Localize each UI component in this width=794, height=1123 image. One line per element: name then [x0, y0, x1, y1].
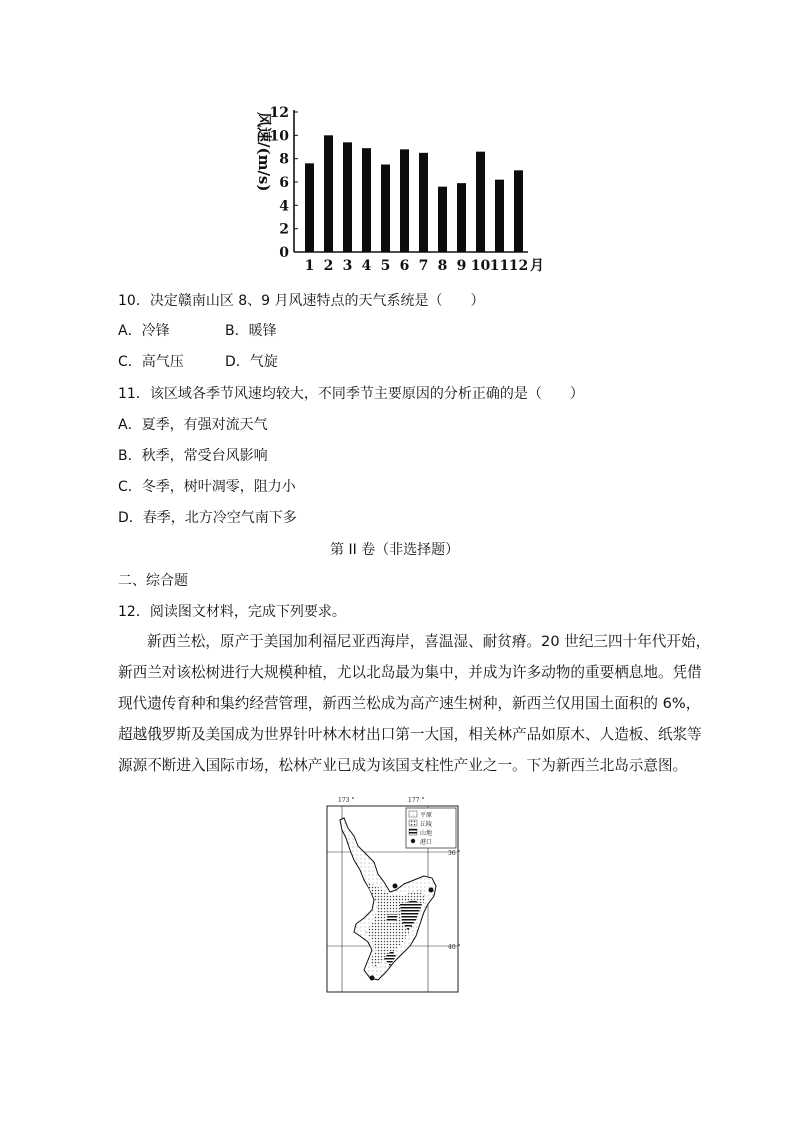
- wind-speed-bar-chart: [250, 100, 550, 280]
- bar-month-12: [514, 170, 523, 252]
- bar-month-3: [343, 142, 352, 252]
- paragraph-line-1: 新西兰松，原产于美国加利福尼亚西海岸，喜温湿、耐贫瘠。20 世纪三四十年代开始，: [147, 633, 711, 650]
- legend-port-swatch: [411, 839, 415, 843]
- port-marker-east: [429, 888, 434, 893]
- y-axis-label: 风速/(m/s): [255, 112, 273, 192]
- x-tick-label: 9: [456, 258, 467, 274]
- bar-month-1: [305, 163, 314, 252]
- paragraph-line-3: 现代遗传育种和集约经营管理，新西兰松成为高产速生树种，新西兰仅用国土面积的 6%，: [118, 695, 701, 712]
- bar-month-2: [324, 135, 333, 252]
- bar-month-10: [476, 152, 485, 252]
- section-heading: 二、综合题: [118, 573, 188, 589]
- x-tick-label: 12: [508, 258, 529, 274]
- x-tick-label: 10: [470, 258, 491, 274]
- y-tick-label: 10: [269, 128, 289, 145]
- legend-hill-label: 丘陵: [420, 821, 433, 828]
- y-tick-label: 6: [279, 175, 289, 191]
- legend-plain-swatch: [409, 811, 417, 817]
- x-tick-label: 7: [418, 258, 429, 274]
- bar-month-6: [400, 149, 409, 252]
- y-tick-label: 0: [279, 245, 289, 261]
- lon-label-177: 177 °: [408, 797, 425, 804]
- q11-option-c: C．冬季，树叶凋零，阻力小: [118, 479, 296, 495]
- x-tick-label: 3: [342, 258, 353, 274]
- y-tick-label: 2: [279, 221, 289, 238]
- x-tick-label: 11: [489, 258, 510, 274]
- q10-option-a: A．冷锋: [118, 323, 170, 339]
- question-12-stem: 12．阅读图文材料，完成下列要求。: [118, 604, 346, 620]
- lat-label-40: 40 °: [448, 944, 461, 951]
- q11-option-a: A．夏季，有强对流天气: [118, 417, 268, 433]
- bar-month-4: [362, 148, 371, 252]
- paragraph-line-4: 超越俄罗斯及美国成为世界针叶林木材出口第一大国，相关林产品如原木、人造板、纸浆等: [118, 726, 702, 743]
- legend-port-label: 港口: [420, 839, 433, 846]
- x-axis-unit: 月: [530, 258, 544, 274]
- x-tick-label: 4: [361, 258, 372, 274]
- north-island-map: [320, 790, 470, 1000]
- paragraph-line-2: 新西兰对该松树进行大规模种植，尤以北岛最为集中，并成为许多动物的重要栖息地。凭借: [118, 664, 702, 681]
- y-tick-label: 8: [279, 151, 289, 168]
- bar-month-7: [419, 153, 428, 252]
- q10-option-c: C．高气压: [118, 354, 184, 370]
- q11-option-d: D．春季，北方冷空气南下多: [118, 510, 297, 526]
- bar-month-5: [381, 165, 390, 253]
- material-paragraph: [118, 626, 710, 781]
- port-marker-south: [370, 976, 375, 981]
- bar-month-9: [457, 183, 466, 252]
- bar-month-11: [495, 180, 504, 252]
- legend-mountain-label: 山地: [420, 830, 433, 837]
- legend-mountain-swatch: [409, 829, 417, 835]
- port-marker-north: [393, 884, 398, 889]
- legend-plain-label: 平原: [420, 812, 433, 819]
- question-10-stem: 10．决定赣南山区 8、9 月风速特点的天气系统是（ ）: [118, 293, 485, 309]
- x-tick-label: 8: [437, 258, 448, 274]
- y-tick-label: 4: [279, 198, 289, 215]
- map-legend: [406, 808, 456, 848]
- y-tick-label: 12: [269, 105, 289, 121]
- x-tick-label: 2: [323, 258, 334, 274]
- legend-hill-swatch: [409, 820, 417, 826]
- x-tick-label: 6: [399, 258, 410, 274]
- section-title: 第 II 卷（非选择题）: [330, 542, 460, 558]
- q10-option-b: B．暖锋: [225, 323, 277, 339]
- mountain-region-central: [386, 914, 398, 922]
- bar-month-8: [438, 187, 447, 252]
- x-tick-label: 5: [380, 258, 391, 274]
- x-tick-label: 1: [304, 258, 315, 274]
- q11-option-b: B．秋季，常受台风影响: [118, 448, 268, 464]
- q10-option-d: D．气旋: [225, 354, 278, 370]
- lat-label-36: 36 °: [448, 850, 461, 857]
- question-11-stem: 11．该区域各季节风速均较大，不同季节主要原因的分析正确的是（ ）: [118, 386, 584, 402]
- paragraph-line-5: 源源不断进入国际市场，松林产业已成为该国支柱性产业之一。下为新西兰北岛示意图。: [118, 757, 688, 774]
- lon-label-173: 173 °: [338, 797, 355, 804]
